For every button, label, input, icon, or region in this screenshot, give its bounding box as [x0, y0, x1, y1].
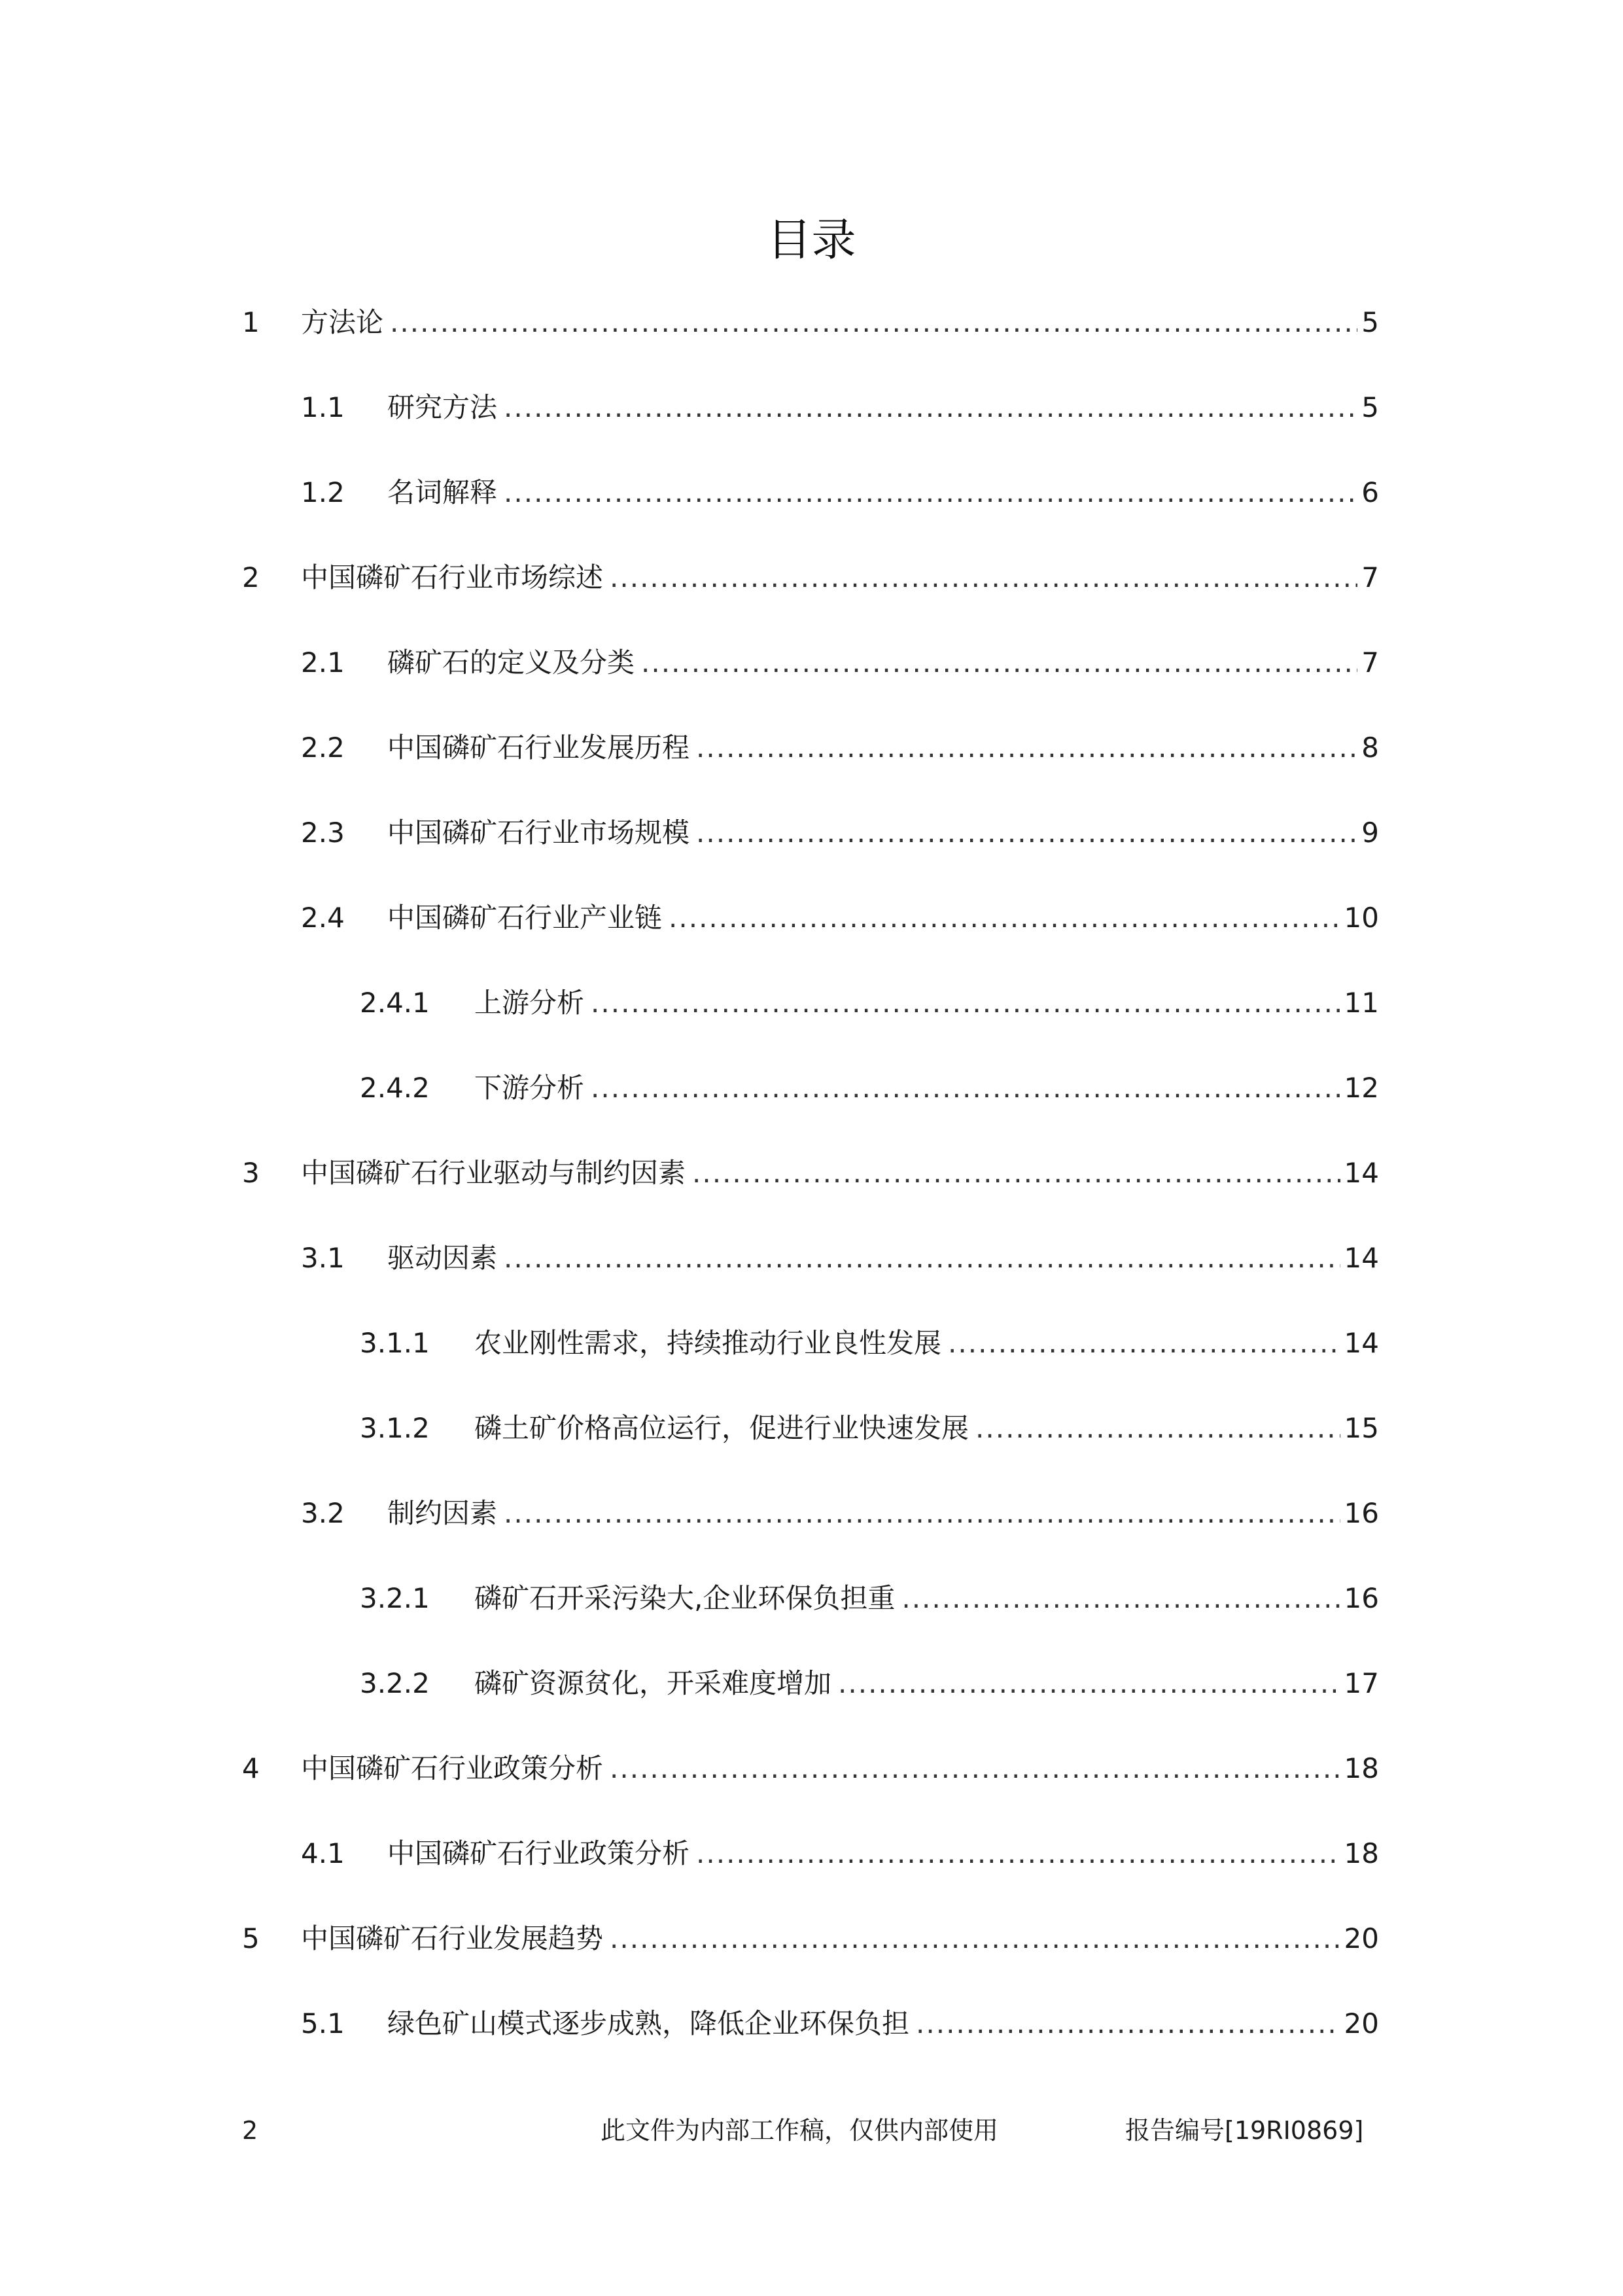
toc-entry[interactable] [242, 1397, 1379, 1482]
toc-label: 下游分析 [474, 1072, 585, 1104]
toc-number: 1 [242, 306, 260, 338]
toc-entry[interactable] [242, 1652, 1379, 1737]
toc-label: 中国磷矿石行业发展趋势 [301, 1922, 604, 1954]
toc-label: 磷矿石的定义及分类 [387, 646, 635, 679]
toc-entry[interactable] [242, 1992, 1379, 2077]
toc-entry[interactable] [242, 1822, 1379, 1907]
toc-number: 2 [242, 561, 260, 593]
toc-page-number: 18 [1344, 1752, 1379, 1784]
toc-number: 4 [242, 1752, 260, 1784]
footer-confidential-note: 此文件为内部工作稿，仅供内部使用 [601, 2116, 999, 2145]
toc-label: 制约因素 [387, 1497, 498, 1529]
dot-leader [504, 461, 1357, 524]
toc-page-number: 20 [1344, 2007, 1379, 2040]
toc-row [301, 1737, 1379, 1800]
toc-page-number: 20 [1344, 1922, 1379, 1954]
toc-number: 2.4 [301, 902, 345, 934]
toc-entry[interactable] [242, 1482, 1379, 1567]
toc-page-number: 16 [1344, 1497, 1379, 1529]
toc-page-number: 5 [1361, 391, 1379, 423]
dot-leader [504, 1227, 1340, 1290]
dot-leader [390, 291, 1357, 354]
toc-row [387, 1992, 1379, 2055]
toc-label: 中国磷矿石行业政策分析 [387, 1837, 690, 1869]
toc-row [301, 1907, 1379, 1970]
dot-leader [696, 1822, 1340, 1885]
toc-label: 中国磷矿石行业驱动与制约因素 [301, 1157, 686, 1189]
toc-number: 1.2 [301, 476, 345, 508]
footer-page-number: 2 [242, 2116, 258, 2145]
toc-entry[interactable] [242, 887, 1379, 972]
toc-number: 3.1 [301, 1242, 345, 1274]
toc-entry[interactable] [242, 461, 1379, 546]
toc-number: 3 [242, 1157, 260, 1189]
toc-page-number: 14 [1344, 1327, 1379, 1359]
toc-page-number: 7 [1361, 646, 1379, 679]
dot-leader [591, 1057, 1340, 1120]
toc-label: 名词解释 [387, 476, 498, 508]
dot-leader [610, 546, 1357, 609]
toc-row [387, 1227, 1379, 1290]
toc-number: 5.1 [301, 2007, 345, 2040]
toc-entry[interactable] [242, 1907, 1379, 1992]
dot-leader [696, 802, 1357, 864]
page-title: 目录 [767, 215, 856, 266]
dot-leader [916, 1992, 1340, 2055]
toc-page-number: 7 [1361, 561, 1379, 593]
dot-leader [610, 1907, 1340, 1970]
toc-number: 3.2 [301, 1497, 345, 1529]
toc-row [474, 1312, 1379, 1375]
toc-entry[interactable] [242, 1312, 1379, 1397]
toc-label: 研究方法 [387, 391, 498, 423]
toc-row [474, 972, 1379, 1034]
toc-label: 中国磷矿石行业产业链 [387, 902, 663, 934]
toc-label: 上游分析 [474, 987, 585, 1019]
toc-label: 磷矿石开采污染大,企业环保负担重 [474, 1582, 896, 1614]
toc-row [387, 716, 1379, 779]
toc-page-number: 16 [1344, 1582, 1379, 1614]
toc-label: 绿色矿山模式逐步成熟，降低企业环保负担 [387, 2007, 910, 2040]
dot-leader [948, 1312, 1340, 1375]
toc-row [387, 887, 1379, 949]
toc-number: 2.3 [301, 817, 345, 849]
toc-label: 方法论 [301, 306, 384, 338]
toc-label: 驱动因素 [387, 1242, 498, 1274]
dot-leader [838, 1652, 1340, 1715]
toc-entry[interactable] [242, 546, 1379, 631]
toc-number: 2.2 [301, 732, 345, 764]
toc-row [387, 1822, 1379, 1885]
toc-row [474, 1567, 1379, 1630]
toc-row [301, 546, 1379, 609]
toc-page-number: 18 [1344, 1837, 1379, 1869]
toc-entry[interactable] [242, 802, 1379, 887]
toc-entry[interactable] [242, 1737, 1379, 1822]
dot-leader [610, 1737, 1340, 1800]
toc-number: 5 [242, 1922, 260, 1954]
toc-row [474, 1057, 1379, 1120]
toc-label: 中国磷矿石行业政策分析 [301, 1752, 604, 1784]
dot-leader [696, 716, 1357, 779]
toc-page-number: 6 [1361, 476, 1379, 508]
toc-row [387, 802, 1379, 864]
page-footer [0, 2111, 1623, 2150]
toc-number: 3.2.2 [360, 1667, 430, 1699]
toc-number: 3.2.1 [360, 1582, 430, 1614]
toc-page-number: 5 [1361, 306, 1379, 338]
toc-number: 2.4.2 [360, 1072, 430, 1104]
dot-leader [641, 631, 1357, 694]
toc-page-number: 14 [1344, 1242, 1379, 1274]
toc-number: 2.1 [301, 646, 345, 679]
toc-page-number: 8 [1361, 732, 1379, 764]
toc-label: 农业刚性需求，持续推动行业良性发展 [474, 1327, 942, 1359]
dot-leader [975, 1397, 1340, 1460]
toc-entry[interactable] [242, 1142, 1379, 1227]
toc-row [301, 291, 1379, 354]
toc-entry[interactable] [242, 1567, 1379, 1652]
toc-entry[interactable] [242, 1227, 1379, 1312]
toc-row [387, 376, 1379, 439]
toc-row [387, 631, 1379, 694]
toc-label: 磷土矿价格高位运行，促进行业快速发展 [474, 1412, 969, 1444]
dot-leader [504, 1482, 1340, 1545]
footer-report-id: 报告编号[19RI0869] [1125, 2116, 1364, 2145]
toc-entry[interactable] [242, 1057, 1379, 1142]
toc-row [474, 1397, 1379, 1460]
toc-entry[interactable] [242, 716, 1379, 802]
toc-entry[interactable] [242, 376, 1379, 461]
toc-number: 3.1.1 [360, 1327, 430, 1359]
toc-row [387, 461, 1379, 524]
toc-label: 中国磷矿石行业发展历程 [387, 732, 690, 764]
toc-page-number: 12 [1344, 1072, 1379, 1104]
toc-row [387, 1482, 1379, 1545]
toc-page-number: 11 [1344, 987, 1379, 1019]
toc-row [301, 1142, 1379, 1205]
toc-page-number: 17 [1344, 1667, 1379, 1699]
toc-label: 中国磷矿石行业市场规模 [387, 817, 690, 849]
toc-page-number: 9 [1361, 817, 1379, 849]
toc-page-number: 14 [1344, 1157, 1379, 1189]
dot-leader [669, 887, 1340, 949]
toc-label: 中国磷矿石行业市场综述 [301, 561, 604, 593]
toc-entry[interactable] [242, 631, 1379, 716]
dot-leader [692, 1142, 1340, 1205]
toc-row [474, 1652, 1379, 1715]
toc-number: 4.1 [301, 1837, 345, 1869]
toc-number: 1.1 [301, 391, 345, 423]
toc-entry[interactable] [242, 291, 1379, 376]
toc-page-number: 10 [1344, 902, 1379, 934]
toc-page-number: 15 [1344, 1412, 1379, 1444]
toc-label: 磷矿资源贫化，开采难度增加 [474, 1667, 832, 1699]
table-of-contents [242, 291, 1379, 2077]
toc-number: 2.4.1 [360, 987, 430, 1019]
toc-entry[interactable] [242, 972, 1379, 1057]
dot-leader [901, 1567, 1340, 1630]
toc-number: 3.1.2 [360, 1412, 430, 1444]
dot-leader [591, 972, 1340, 1034]
dot-leader [504, 376, 1357, 439]
